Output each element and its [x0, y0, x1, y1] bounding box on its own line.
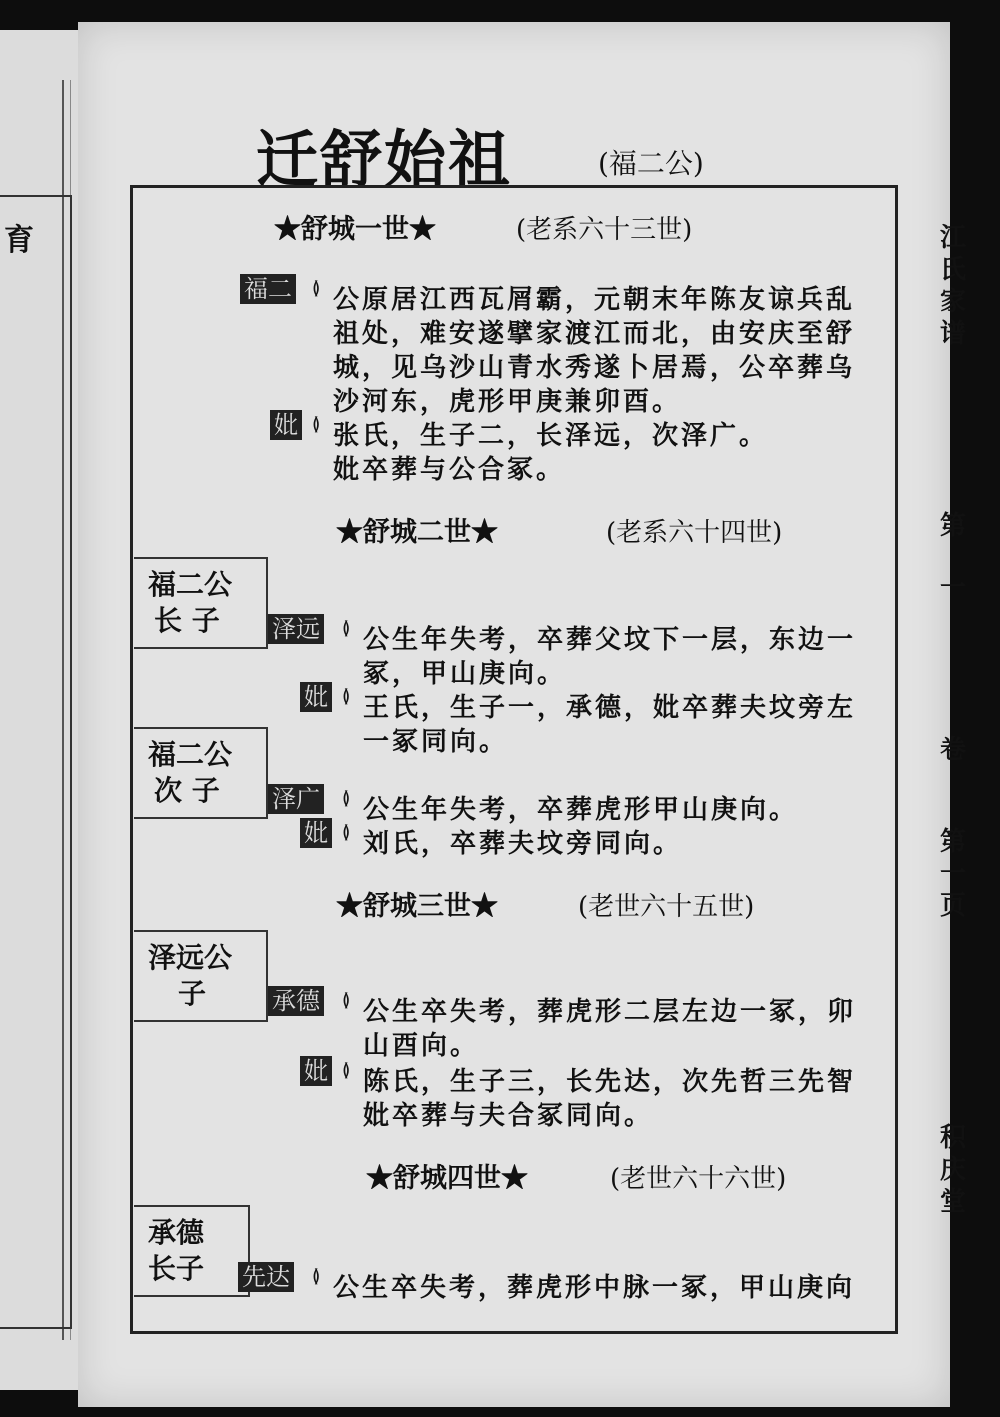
label-line: 子: [178, 977, 207, 1010]
entry-tag: 福二: [240, 274, 296, 304]
entry-line: 一冢同向。: [363, 727, 509, 757]
generation-note: (老世六十五世): [578, 892, 755, 922]
generation-heading: ★舒城四世★: [366, 1163, 528, 1194]
entry-tag: 泽广: [268, 784, 324, 814]
generation-heading: ★舒城三世★: [336, 891, 498, 922]
side-char: 堂: [940, 1187, 967, 1217]
entry-line: 陈氏，生子三，长先达，次先哲三先智: [363, 1067, 857, 1097]
connector-mark: ≬: [342, 788, 351, 809]
generation-heading: ★舒城一世★: [274, 214, 436, 245]
entry-line: 王氏，生子一，承德，妣卒葬夫坟旁左: [363, 693, 857, 723]
entry-line: 公生年失考，卒葬父坟下一层，东边一: [363, 625, 857, 655]
entry-line: 祖处，难安遂擘家渡江而北，由安庆至舒: [333, 319, 856, 349]
entry-line: 公生卒失考，葬虎形中脉一冢，甲山庚向: [333, 1273, 856, 1303]
entry-tag: 妣: [270, 410, 302, 440]
entry-line: 城，见乌沙山青水秀遂卜居焉，公卒葬乌: [333, 353, 856, 383]
entry-tag: 泽远: [268, 614, 324, 644]
connector-mark: ≬: [312, 1266, 321, 1287]
entry-line: 妣卒葬与夫合冢同向。: [363, 1101, 654, 1131]
label-line: 福二公: [148, 738, 233, 771]
connector-mark: ≬: [342, 1060, 351, 1081]
entry-tag: 妣: [300, 682, 332, 712]
side-char: 江: [940, 223, 967, 253]
side-char: 页: [940, 891, 967, 921]
generation-note: (老世六十六世): [610, 1164, 787, 1194]
lineage-label: [134, 930, 268, 1022]
side-char: 第: [940, 827, 967, 857]
side-char: 一: [940, 573, 967, 603]
lineage-label: [134, 1205, 250, 1297]
label-line: 次 子: [154, 774, 220, 807]
connector-mark: ≬: [342, 822, 351, 843]
previous-page-char: 育: [4, 223, 34, 258]
side-char: 卷: [940, 735, 967, 765]
side-column-text: [940, 222, 980, 1218]
side-char: 第: [940, 511, 967, 541]
connector-mark: ≬: [342, 686, 351, 707]
entry-line: 公原居江西瓦屑霸，元朝末年陈友谅兵乱: [333, 285, 856, 315]
label-line: 承德: [148, 1216, 205, 1249]
lineage-label: [134, 727, 268, 819]
entry-tag: 妣: [300, 1056, 332, 1086]
previous-page-frame: [0, 195, 72, 1329]
side-char: 庆: [940, 1155, 967, 1185]
label-line: 泽远公: [148, 941, 233, 974]
entry-line: 公生年失考，卒葬虎形甲山庚向。: [363, 795, 799, 825]
entry-tag: 先达: [238, 1262, 294, 1292]
entry-line: 冢，甲山庚向。: [363, 659, 567, 689]
connector-mark: ≬: [312, 278, 321, 299]
label-line: 福二公: [148, 568, 233, 601]
label-line: 长子: [148, 1252, 205, 1285]
generation-note: (老系六十四世): [606, 518, 783, 548]
side-char: 氏: [940, 255, 967, 285]
page-title: 迁舒始祖: [256, 123, 513, 196]
entry-line: 刘氏，卒葬夫坟旁同向。: [363, 829, 683, 859]
side-char: 家: [940, 287, 967, 317]
entry-line: 张氏，生子二，长泽远，次泽广。: [333, 421, 769, 451]
entry-line: 山酉向。: [363, 1031, 480, 1061]
side-char: 谱: [940, 319, 967, 349]
connector-mark: ≬: [342, 990, 351, 1011]
side-char: 一: [940, 859, 967, 889]
entry-line: 妣卒葬与公合冢。: [333, 455, 566, 485]
entry-line: 沙河东，虎形甲庚兼卯酉。: [333, 387, 682, 417]
entry-tag: 承德: [268, 986, 324, 1016]
frame-divider: [896, 185, 898, 1328]
generation-heading: ★舒城二世★: [336, 517, 498, 548]
side-char: 积: [940, 1123, 967, 1153]
title-note: (福二公): [598, 147, 704, 180]
generation-note: (老系六十三世): [516, 215, 693, 245]
connector-mark: ≬: [342, 618, 351, 639]
label-line: 长 子: [154, 604, 220, 637]
genealogy-page: [78, 22, 967, 1407]
connector-mark: ≬: [312, 414, 321, 435]
lineage-label: [134, 557, 268, 649]
entry-line: 公生卒失考，葬虎形二层左边一冢，卯: [363, 997, 857, 1027]
entry-tag: 妣: [300, 818, 332, 848]
